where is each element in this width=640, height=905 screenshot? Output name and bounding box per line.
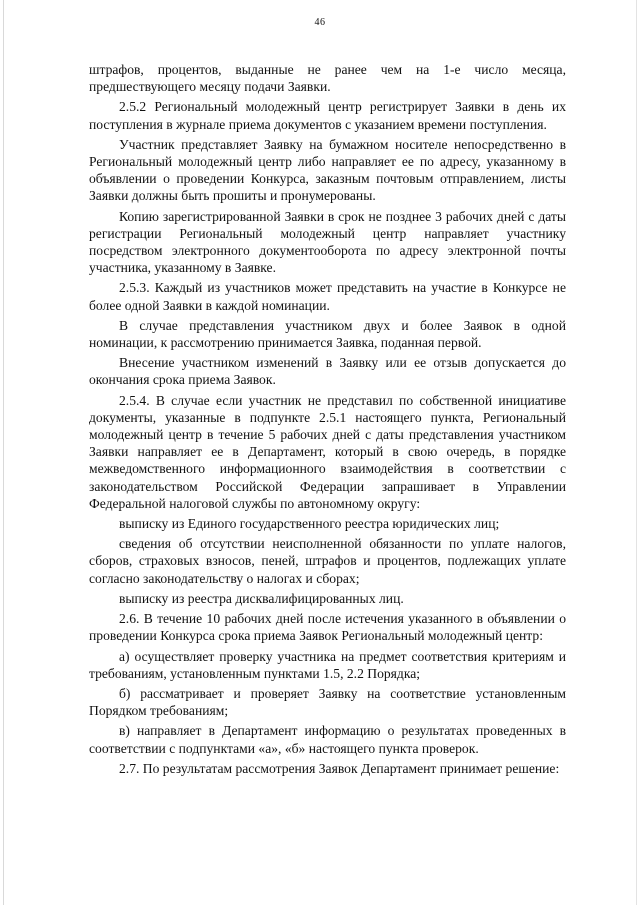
paragraph-2-5-2: 2.5.2 Региональный молодежный центр регистрирует Заявки в день их поступления в журнале приема документов с указанием времени поступления. (89, 99, 566, 132)
paragraph-continuation: штрафов, процентов, выданные не ранее чем на 1-е число месяца, предшествующего месяцу подачи Заявки. (89, 62, 566, 95)
paragraph-2-6: 2.6. В течение 10 рабочих дней после истечения указанного в объявлении о проведении Конкурса срока приема Заявок Региональный молодежный центр: (89, 611, 566, 644)
paragraph-2-5-4: 2.5.4. В случае если участник не представил по собственной инициативе документы, указанные в подпункте 2.5.1 настоящего пункта, Региональный молодежный центр в течение 5 рабочих дней с даты представления участником Заявки направляет ее в Департамент, который в свою очередь, в порядке межведомственного информационного взаимодействия в соответствии с законодательством Российской Федерации запрашивает в Управлении Федеральной налоговой службы по автономному округу: (89, 392, 566, 511)
paragraph-2-6-a: а) осуществляет проверку участника на предмет соответствия критериям и требованиям, установленным пунктами 1.5, 2.2 Порядка; (89, 648, 566, 681)
paragraph-2-6-b: б) рассматривает и проверяет Заявку на соответствие установленным Порядком требованиям; (89, 685, 566, 719)
document-body (89, 61, 566, 780)
paragraph-copy: Копию зарегистрированной Заявки в срок не позднее 3 рабочих дней с даты регистрации Региональный молодежный центр направляет участнику посредством электронного документооборота по адресу электронной почты участника, указанному в Заявке. (89, 208, 566, 276)
paragraph-2-5-3: 2.5.3. Каждый из участников может представить на участие в Конкурсе не более одной Заявки в каждой номинации. (89, 280, 566, 313)
scan-edge-left (3, 0, 4, 905)
paragraph-two-applications: В случае представления участником двух и более Заявок в одной номинации, к рассмотрению принимается Заявка, поданная первой. (89, 317, 566, 351)
paragraph-submission: Участник представляет Заявку на бумажном носителе непосредственно в Региональный молодежный центр либо направляет ее по адресу, указанному в объявлении о проведении Конкурса, заказным почтовым отправлением, листы Заявки должны быть прошиты и пронумерованы. (89, 136, 566, 204)
paragraph-list-item-egrul: выписку из Единого государственного реестра юридических лиц; (119, 516, 500, 532)
paragraph-list-item-tax: сведения об отсутствии неисполненной обязанности по уплате налогов, сборов, страховых взносов, пеней, штрафов и процентов, подлежащих уплате согласно законодательству о налогах и сборах; (89, 536, 566, 586)
scan-edge-right (636, 0, 637, 905)
paragraph-2-7: 2.7. По результатам рассмотрения Заявок Департамент принимает решение: (119, 760, 560, 776)
paragraph-2-6-v: в) направляет в Департамент информацию о результатах проведенных в соответствии с подпунктами «а», «б» настоящего пункта проверок. (89, 723, 566, 756)
page-number: 46 (314, 17, 326, 28)
paragraph-list-item-disqualified: выписку из реестра дисквалифицированных лиц. (119, 590, 404, 606)
paragraph-changes: Внесение участником изменений в Заявку или ее отзыв допускается до окончания срока приема Заявок. (89, 355, 566, 388)
